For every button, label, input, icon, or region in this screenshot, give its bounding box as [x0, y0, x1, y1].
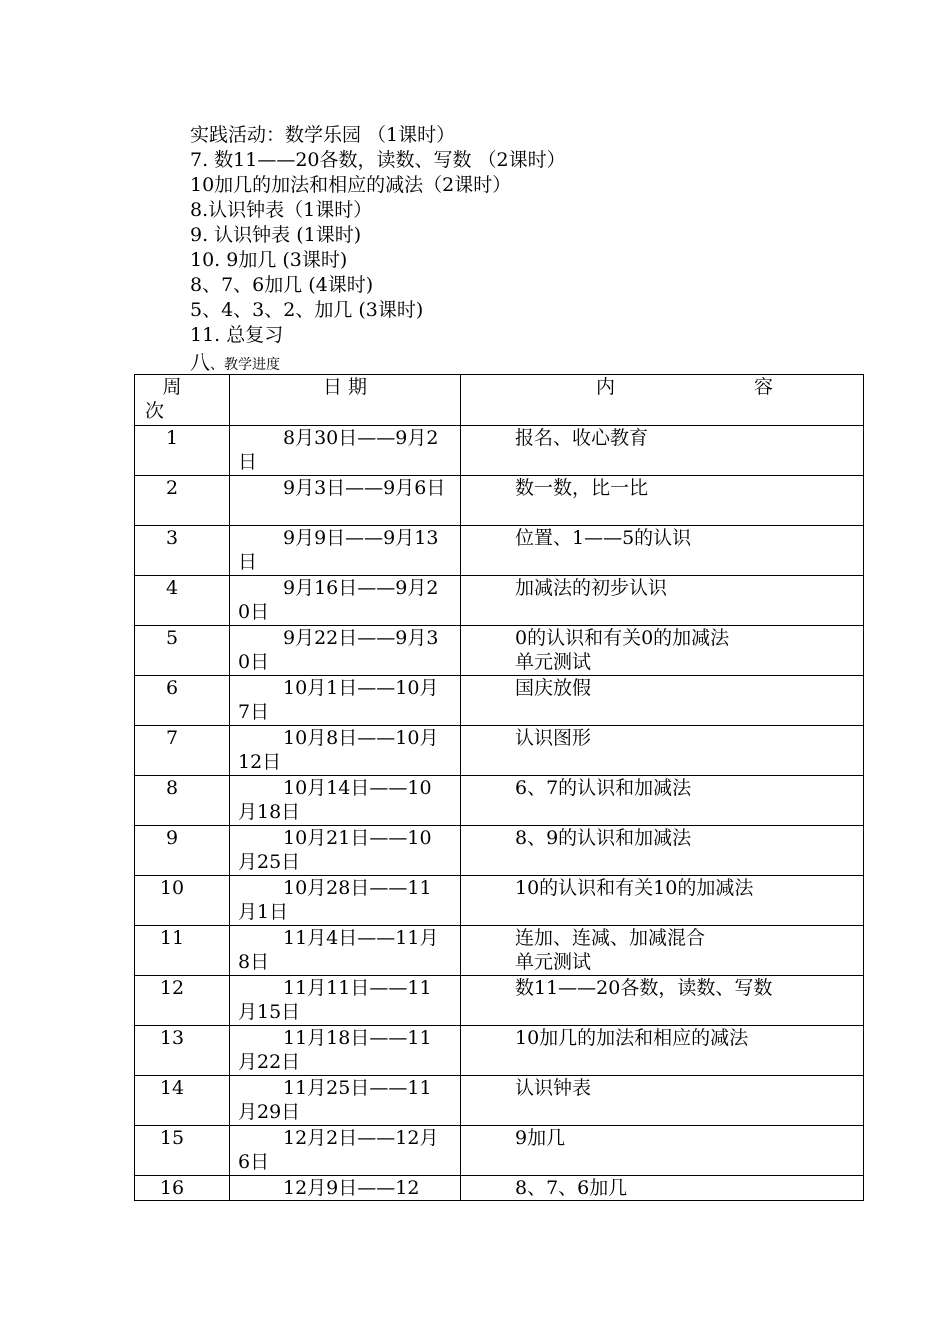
date-cell: [230, 1176, 461, 1201]
table-row: [135, 1076, 864, 1126]
content-text: 8、7、6加几: [515, 1177, 628, 1199]
content-cell: [461, 1026, 864, 1076]
date-range: 11月25日——11月29日: [238, 1077, 432, 1123]
content-cell: [461, 576, 864, 626]
section-title: 、教学进度: [210, 357, 280, 373]
date-cell: [230, 576, 461, 626]
section-number: 八: [190, 350, 210, 374]
week-number: 14: [159, 1077, 185, 1099]
table-row: [135, 776, 864, 826]
date-range: 10月8日——10月12日: [238, 727, 439, 773]
table-row: [135, 926, 864, 976]
table-row: [135, 476, 864, 526]
table-row: [135, 1026, 864, 1076]
date-range: 11月4日——11月8日: [238, 927, 439, 973]
content-cell: [461, 826, 864, 876]
week-cell: [135, 476, 230, 526]
date-range: 8月30日——9月2日: [238, 427, 439, 473]
date-cell: [230, 976, 461, 1026]
table-row: [135, 626, 864, 676]
week-number: 7: [165, 727, 179, 749]
header-content-left: 内: [596, 376, 616, 398]
content-cell: [461, 976, 864, 1026]
content-text: 报名、收心教育: [515, 427, 649, 449]
date-range: 9月3日——9月6日: [283, 477, 446, 499]
content-text: 10加几的加法和相应的减法: [515, 1027, 749, 1049]
date-cell: [230, 826, 461, 876]
week-cell: [135, 1076, 230, 1126]
week-cell: [135, 626, 230, 676]
date-range: 10月28日——11月1日: [238, 877, 432, 923]
section-heading: [190, 349, 280, 375]
date-cell: [230, 876, 461, 926]
week-cell: [135, 776, 230, 826]
schedule-table: [134, 374, 864, 1201]
table-row: [135, 1126, 864, 1176]
date-range: 10月1日——10月7日: [238, 677, 439, 723]
week-cell: [135, 426, 230, 476]
date-range: 10月21日——10月25日: [238, 827, 432, 873]
header-date: [230, 375, 461, 426]
week-number: 9: [165, 827, 179, 849]
content-text: 加减法的初步认识: [515, 577, 668, 599]
date-range: 12月9日——12: [283, 1177, 420, 1199]
week-cell: [135, 576, 230, 626]
intro-line-9: 11. 总复习: [190, 324, 284, 346]
content-text: 0的认识和有关0的加减法: [515, 627, 730, 649]
table-row: [135, 1176, 864, 1201]
content-text: 单元测试: [515, 951, 592, 973]
date-cell: [230, 1026, 461, 1076]
content-cell: [461, 676, 864, 726]
date-cell: [230, 526, 461, 576]
table-row: [135, 876, 864, 926]
week-number: 10: [159, 877, 185, 899]
table-row: [135, 826, 864, 876]
intro-line-4: 8.认识钟表（1课时）: [190, 199, 373, 221]
week-cell: [135, 1126, 230, 1176]
week-number: 12: [159, 977, 185, 999]
intro-line-2: 7. 数11——20各数，读数、写数 （2课时）: [190, 149, 566, 171]
intro-line-3: 10加几的加法和相应的减法（2课时）: [190, 174, 512, 196]
date-cell: [230, 1126, 461, 1176]
date-range: 12月2日——12月6日: [238, 1127, 439, 1173]
week-number: 2: [165, 477, 179, 499]
content-cell: [461, 926, 864, 976]
week-cell: [135, 1176, 230, 1201]
date-range: 11月11日——11月15日: [238, 977, 432, 1023]
week-number: 11: [159, 927, 185, 949]
date-range: 11月18日——11月22日: [238, 1027, 432, 1073]
date-range: 9月9日——9月13日: [238, 527, 439, 573]
content-text: 10的认识和有关10的加减法: [515, 877, 754, 899]
header-content-right: 容: [753, 376, 773, 398]
header-week: [135, 375, 230, 426]
date-cell: [230, 776, 461, 826]
table-header-row: [135, 375, 864, 426]
date-cell: [230, 726, 461, 776]
content-cell: [461, 626, 864, 676]
content-text: 9加几: [515, 1127, 566, 1149]
header-date-label: 日 期: [322, 376, 368, 398]
content-text: 数11——20各数，读数、写数: [515, 977, 773, 999]
week-cell: [135, 526, 230, 576]
week-cell: [135, 826, 230, 876]
content-text: 认识钟表: [515, 1077, 592, 1099]
date-cell: [230, 1076, 461, 1126]
content-cell: [461, 1176, 864, 1201]
content-text: 国庆放假: [515, 677, 592, 699]
date-range: 9月22日——9月30日: [238, 627, 439, 673]
content-text: 数一数，比一比: [515, 477, 649, 499]
date-cell: [230, 426, 461, 476]
intro-line-8: 5、4、3、2、加几 (3课时): [190, 299, 424, 321]
intro-line-6: 10. 9加几 (3课时): [190, 249, 348, 271]
week-cell: [135, 726, 230, 776]
table-row: [135, 726, 864, 776]
date-range: 10月14日——10月18日: [238, 777, 432, 823]
content-cell: [461, 1126, 864, 1176]
content-cell: [461, 726, 864, 776]
intro-lines: [190, 123, 890, 348]
week-number: 16: [159, 1177, 185, 1199]
content-text: 位置、1——5的认识: [515, 527, 692, 549]
week-cell: [135, 926, 230, 976]
week-number: 6: [165, 677, 179, 699]
date-cell: [230, 676, 461, 726]
content-cell: [461, 776, 864, 826]
week-number: 15: [159, 1127, 185, 1149]
table-row: [135, 526, 864, 576]
intro-line-1: 实践活动：数学乐园 （1课时）: [190, 124, 456, 146]
content-text: 认识图形: [515, 727, 592, 749]
date-cell: [230, 626, 461, 676]
week-number: 13: [159, 1027, 185, 1049]
week-cell: [135, 676, 230, 726]
week-cell: [135, 1026, 230, 1076]
week-number: 5: [165, 627, 179, 649]
table-row: [135, 976, 864, 1026]
header-week-top: 周: [162, 376, 182, 398]
content-text: 单元测试: [515, 651, 592, 673]
table-row: [135, 576, 864, 626]
week-cell: [135, 976, 230, 1026]
week-number: 3: [165, 527, 179, 549]
content-cell: [461, 426, 864, 476]
table-row: [135, 426, 864, 476]
intro-line-5: 9. 认识钟表 (1课时): [190, 224, 362, 246]
header-week-bottom: 次: [145, 400, 165, 422]
date-cell: [230, 926, 461, 976]
content-text: 8、9的认识和加减法: [515, 827, 692, 849]
week-number: 1: [165, 427, 179, 449]
content-cell: [461, 476, 864, 526]
header-content: [461, 375, 864, 426]
table-row: [135, 676, 864, 726]
date-range: 9月16日——9月20日: [238, 577, 439, 623]
week-number: 8: [165, 777, 179, 799]
week-number: 4: [165, 577, 179, 599]
week-cell: [135, 876, 230, 926]
date-cell: [230, 476, 461, 526]
content-text: 6、7的认识和加减法: [515, 777, 692, 799]
content-text: 连加、连减、加减混合: [515, 927, 706, 949]
content-cell: [461, 1076, 864, 1126]
content-cell: [461, 526, 864, 576]
intro-line-7: 8、7、6加几 (4课时): [190, 274, 374, 296]
content-cell: [461, 876, 864, 926]
